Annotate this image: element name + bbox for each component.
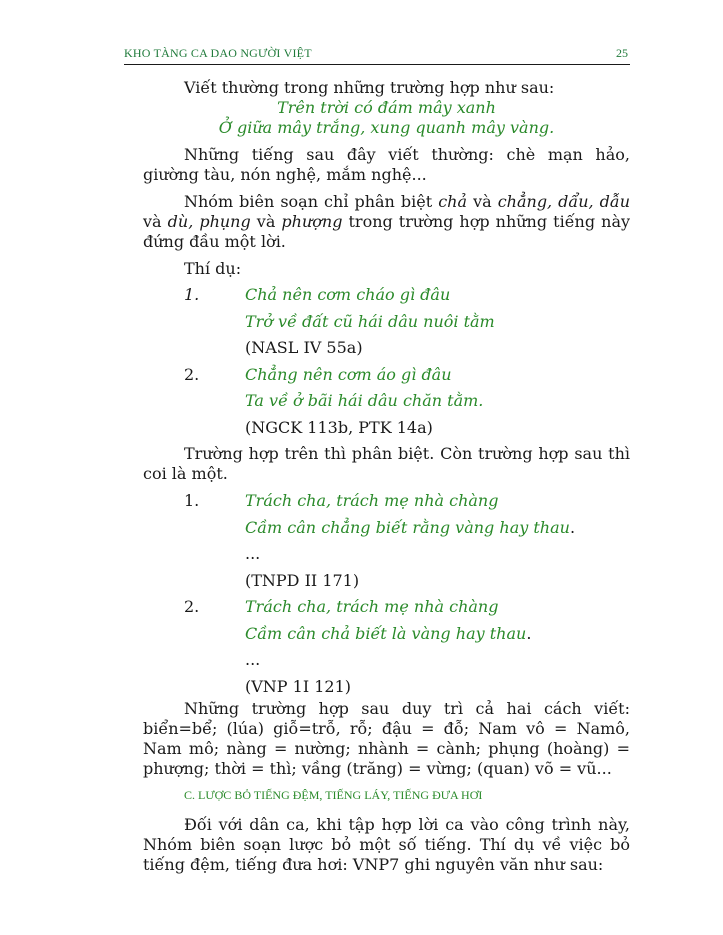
punctuation: . xyxy=(526,623,532,643)
verse-line: Chẳng nên cơm áo gì đâu xyxy=(245,364,452,384)
example-line xyxy=(143,391,630,418)
paragraph: Những trường hợp sau duy trì cả hai cách viết: biển=bể; (lúa) giỗ=trỗ, rỗ; đậu = đỗ; Nam vô = Namô, Nam mô; nàng = nường; nhành = cành; phụng (hoàng) = phượng; thời = thì; vầng (trăng) = vừng; (quan) võ = vũ... xyxy=(143,698,630,778)
verse-line: Trách cha, trách mẹ nhà chàng xyxy=(245,597,499,616)
source-citation: (VNP 1I 121) xyxy=(245,676,352,696)
verse-line: Ta về ở bãi hái dâu chăn tằm. xyxy=(245,391,484,410)
section-heading: C. LƯỢC BỎ TIẾNG ĐỆM, TIẾNG LÁY, TIẾNG ĐƯA HƠI xyxy=(184,787,483,802)
verse-line: Chả nên cơm cháo gì đâu xyxy=(245,285,451,304)
page-number: 25 xyxy=(616,46,628,60)
example-line xyxy=(143,338,630,365)
paragraph: Những tiếng sau đây viết thường: chè mạn hảo, giường tàu, nón nghệ, mắm nghệ... xyxy=(143,145,630,184)
example-number: 1. xyxy=(184,285,200,304)
ellipsis: ... xyxy=(245,650,261,669)
emphasis: phượng xyxy=(281,212,343,231)
ellipsis: ... xyxy=(245,544,261,563)
text: và xyxy=(250,212,282,231)
source-citation: (TNPD II 171) xyxy=(245,570,360,590)
verse-line: Ở giữa mây trắng, xung quanh mây vàng. xyxy=(218,118,555,137)
example-number: 2. xyxy=(184,597,200,616)
emphasis: dù, phụng xyxy=(167,212,251,231)
example-line xyxy=(143,518,630,545)
paragraph: Thí dụ: xyxy=(184,259,242,278)
example-line xyxy=(143,544,630,571)
example-line xyxy=(143,491,630,518)
example-number: 1. xyxy=(184,491,200,510)
source-citation: (NGCK 113b, PTK 14a) xyxy=(245,417,433,437)
text: Nhóm biên soạn chỉ phân biệt xyxy=(184,192,439,211)
text: và xyxy=(143,212,168,231)
paragraph: Viết thường trong những trường hợp như sau: xyxy=(184,78,555,97)
example-line xyxy=(143,418,630,445)
example-line xyxy=(143,597,630,624)
text: và xyxy=(467,192,498,211)
example-line xyxy=(143,312,630,339)
page-body xyxy=(143,78,630,875)
paragraph: Trường hợp trên thì phân biệt. Còn trường hợp sau thì coi là một. xyxy=(143,444,630,483)
example-number: 2. xyxy=(184,364,200,384)
punctuation: . xyxy=(569,517,576,537)
verse-line: Trách cha, trách mẹ nhà chàng xyxy=(245,491,499,510)
example-line xyxy=(143,285,630,312)
verse-line: Cầm cân chả biết là vàng hay thau xyxy=(245,623,527,643)
verse-line: Trên trời có đám mây xanh xyxy=(277,98,496,117)
running-header xyxy=(124,44,630,65)
text: trong trường hợp những tiếng này đứng đầu một lời. xyxy=(143,212,631,251)
verse-line: Cầm cân chẳng biết rằng vàng hay thau xyxy=(245,517,570,537)
example-line xyxy=(143,365,630,392)
paragraph xyxy=(143,192,630,252)
book-title: KHO TÀNG CA DAO NGƯỜI VIỆT xyxy=(124,46,312,60)
paragraph: Đối với dân ca, khi tập hợp lời ca vào công trình này, Nhóm biên soạn lược bỏ một số tiếng. Thí dụ về việc bỏ tiếng đệm, tiếng đưa hơi: VNP7 ghi nguyên văn như sau: xyxy=(143,814,630,874)
example-line xyxy=(143,624,630,651)
example-line xyxy=(143,571,630,598)
emphasis: chả xyxy=(438,192,468,211)
example-line xyxy=(143,677,630,699)
example-line xyxy=(143,650,630,677)
source-citation: (NASL IV 55a) xyxy=(245,338,363,357)
verse-line: Trở về đất cũ hái dâu nuôi tằm xyxy=(245,311,495,331)
emphasis: chẳng, dẩu, dẫu xyxy=(497,192,631,211)
